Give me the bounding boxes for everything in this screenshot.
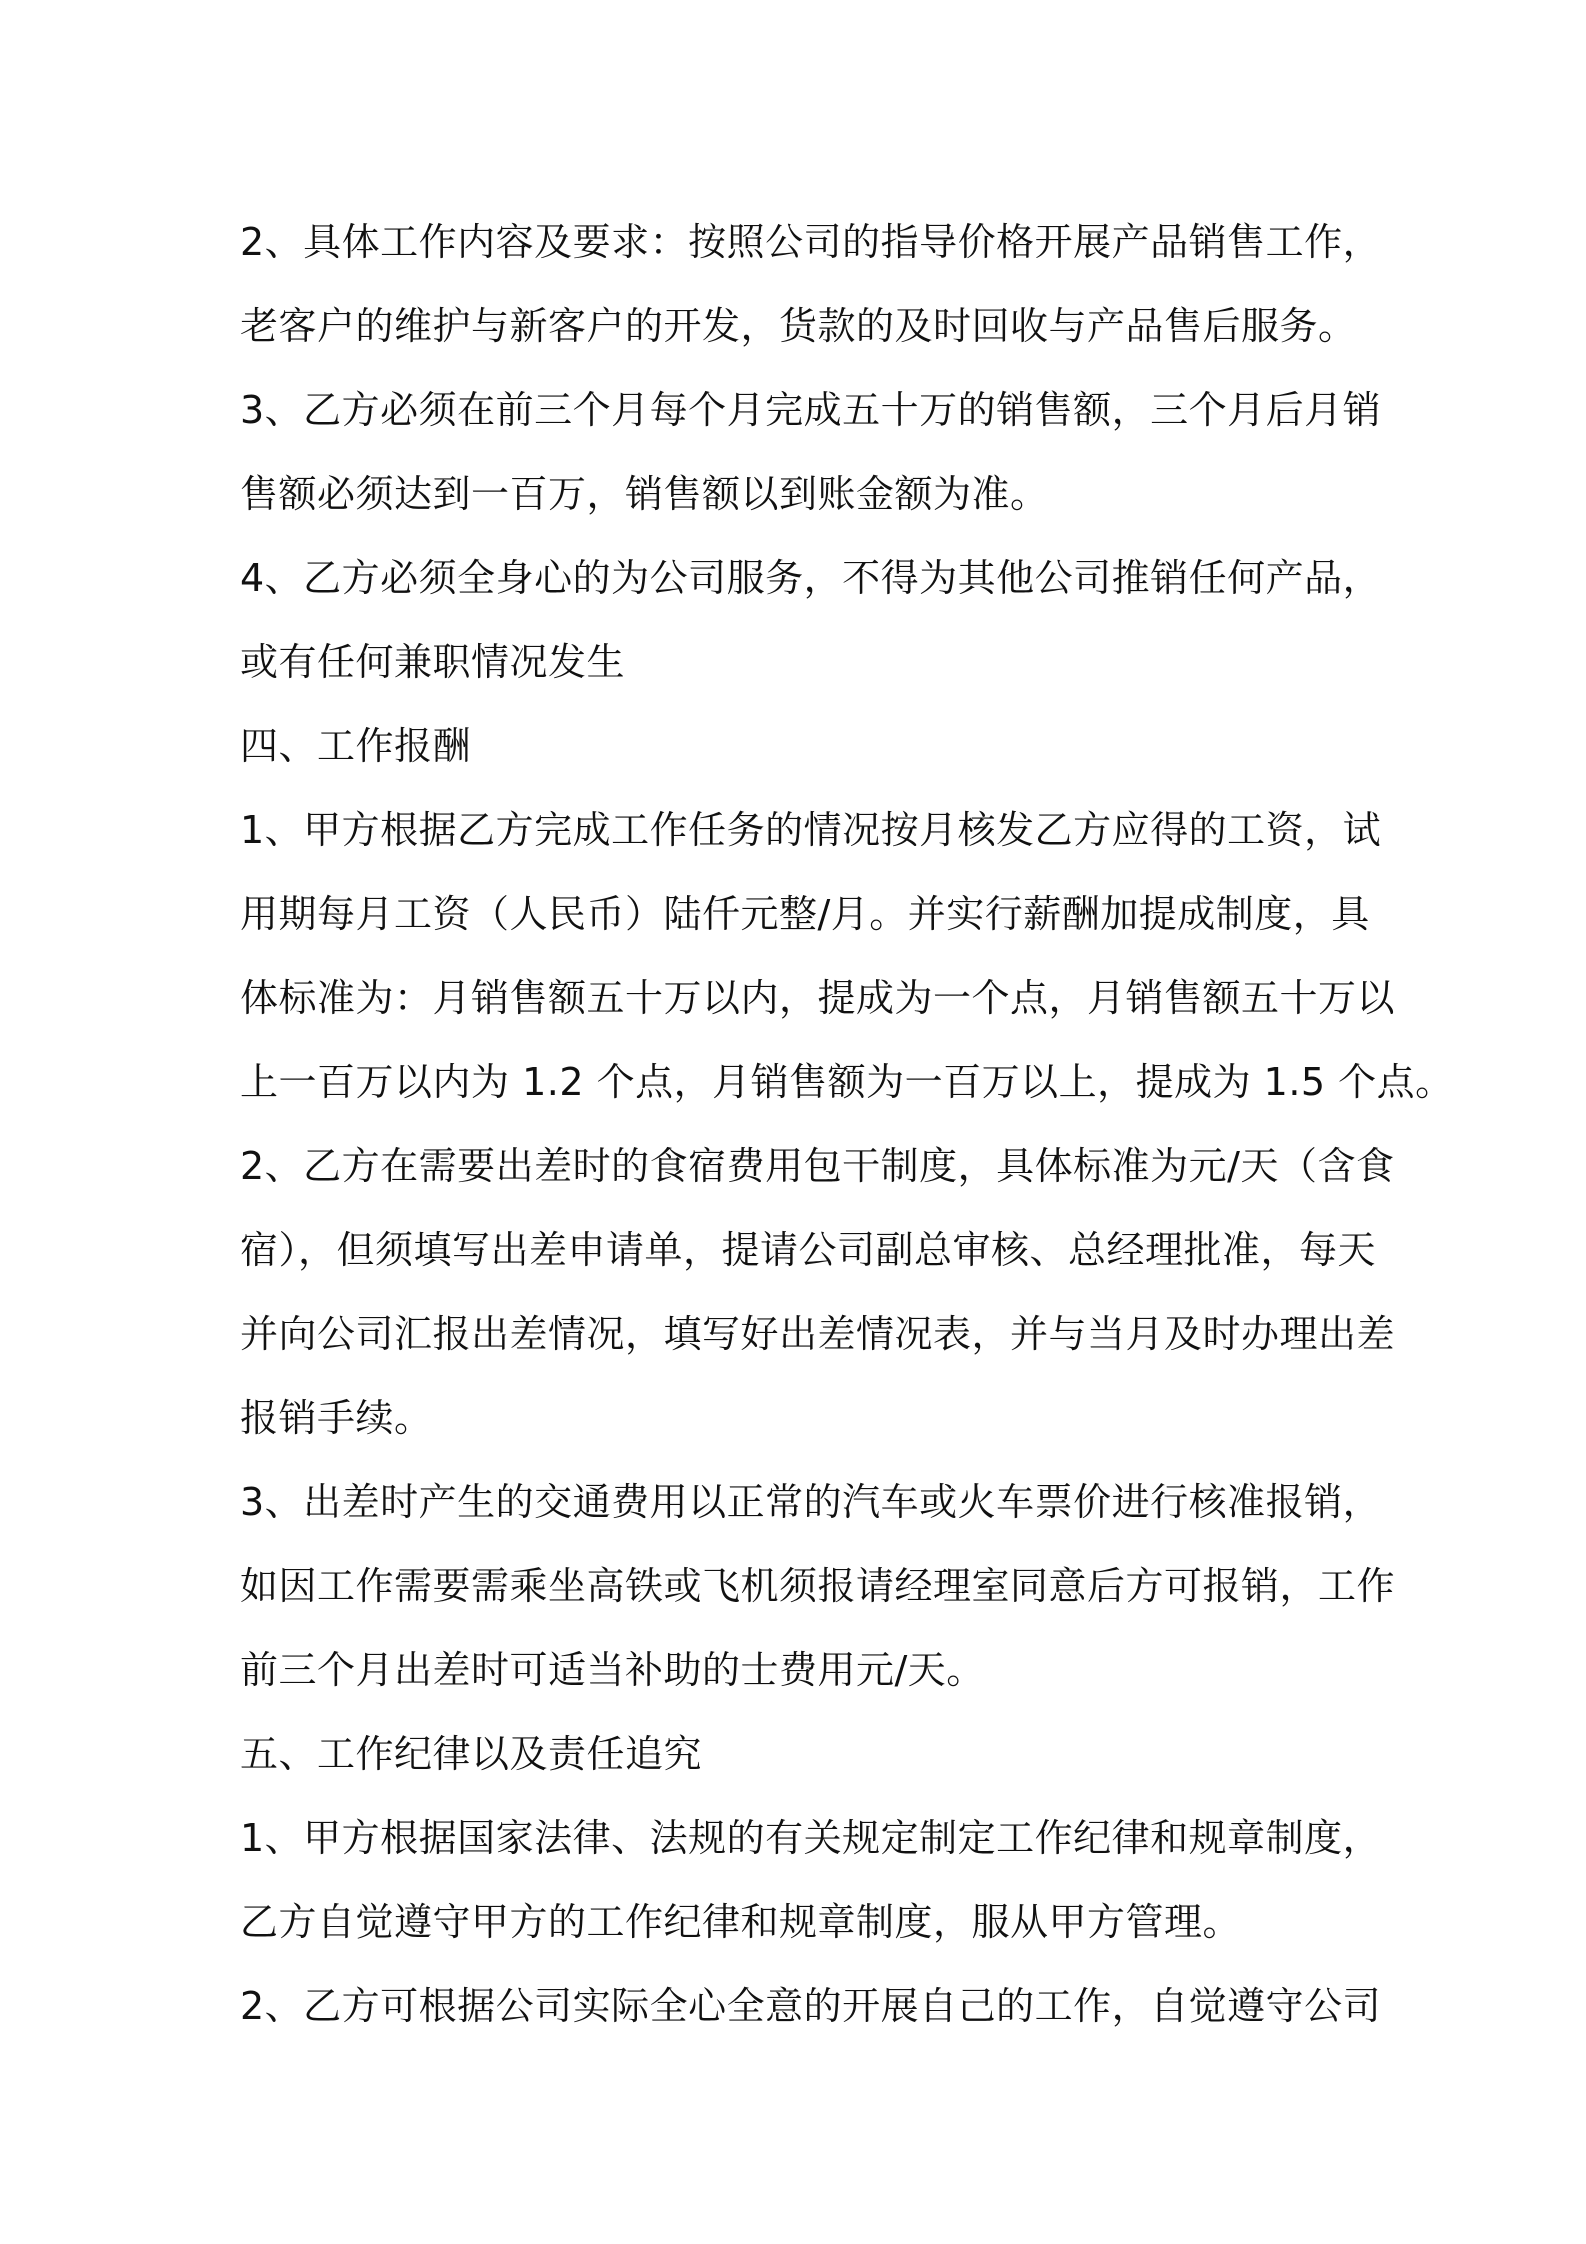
text-line-21: 乙方自觉遵守甲方的工作纪律和规章制度，服从甲方管理。 [240, 1900, 1242, 1944]
text-line-22: 2、乙方可根据公司实际全心全意的开展自己的工作，自觉遵守公司 [240, 1984, 1382, 2028]
section-heading-4: 四、工作报酬 [240, 724, 472, 768]
text-line-17: 如因工作需要需乘坐高铁或飞机须报请经理室同意后方可报销，工作 [240, 1564, 1396, 1608]
text-line-12: 2、乙方在需要出差时的食宿费用包干制度，具体标准为元/天（含食 [240, 1144, 1395, 1188]
text-line-5: 4、乙方必须全身心的为公司服务，不得为其他公司推销任何产品， [240, 556, 1382, 600]
text-line-18: 前三个月出差时可适当补助的士费用元/天。 [240, 1648, 985, 1692]
text-line-3: 3、乙方必须在前三个月每个月完成五十万的销售额，三个月后月销 [240, 388, 1382, 432]
text-line-4: 售额必须达到一百万，销售额以到账金额为准。 [240, 472, 1049, 516]
text-line-20: 1、甲方根据国家法律、法规的有关规定制定工作纪律和规章制度， [240, 1816, 1382, 1860]
text-line-15: 报销手续。 [240, 1396, 433, 1440]
text-line-13: 宿），但须填写出差申请单，提请公司副总审核、总经理批准，每天 [240, 1228, 1377, 1272]
section-heading-5: 五、工作纪律以及责任追究 [240, 1732, 703, 1776]
text-line-11: 上一百万以内为 1.2 个点，月销售额为一百万以上，提成为 1.5 个点。 [240, 1060, 1454, 1104]
text-line-14: 并向公司汇报出差情况，填写好出差情况表，并与当月及时办理出差 [240, 1312, 1396, 1356]
document-body [240, 200, 1454, 2048]
text-line-2: 老客户的维护与新客户的开发，货款的及时回收与产品售后服务。 [240, 304, 1357, 348]
text-line-8: 1、甲方根据乙方完成工作任务的情况按月核发乙方应得的工资，试 [240, 808, 1382, 852]
text-line-6: 或有任何兼职情况发生 [240, 640, 626, 684]
text-line-9: 用期每月工资（人民币）陆仟元整/月。并实行薪酬加提成制度，具 [240, 892, 1370, 936]
text-line-16: 3、出差时产生的交通费用以正常的汽车或火车票价进行核准报销， [240, 1480, 1382, 1524]
text-line-10: 体标准为：月销售额五十万以内，提成为一个点，月销售额五十万以 [240, 976, 1396, 1020]
text-line-1: 2、具体工作内容及要求：按照公司的指导价格开展产品销售工作， [240, 220, 1382, 264]
